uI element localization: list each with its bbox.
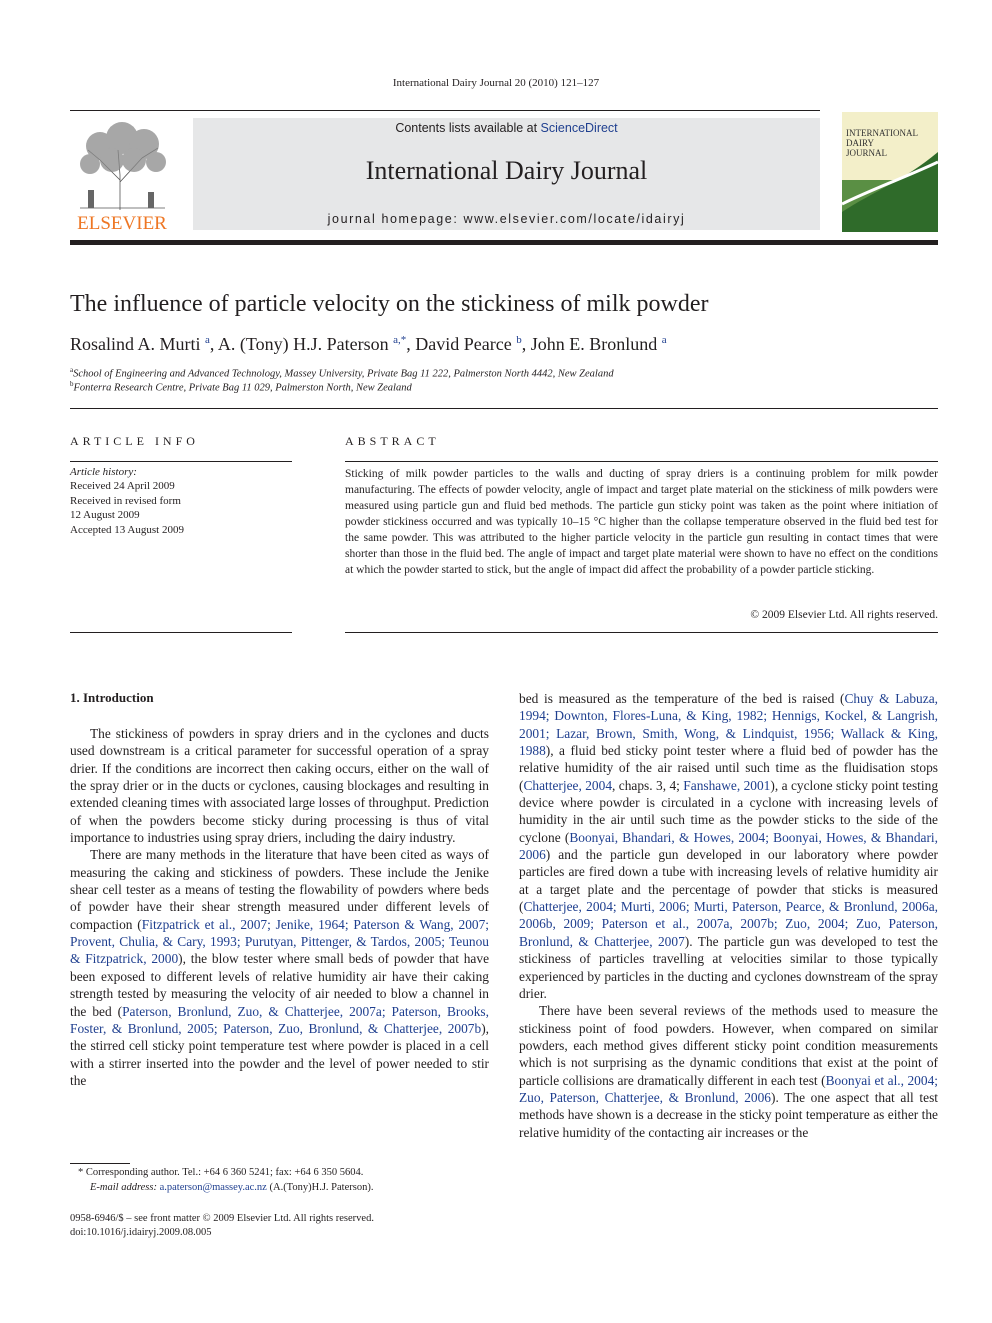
elsevier-tree-icon [70,120,174,232]
affiliation-a-mark: a [70,366,74,374]
body-paragraph [519,1002,938,1141]
affiliation-b-text: Fonterra Research Centre, Private Bag 11 029, Palmerston North, New Zealand [73,382,412,394]
author-list [70,334,938,355]
body-text: ), a fluid bed sticky point tester where a fluid bed of powder has the relative humidity of the air raised until such time as the fluidisation stops ( [519,743,938,793]
doi-link[interactable]: doi:10.1016/j.idairyj.2009.08.005 [70,1227,212,1238]
cover-title: INTERNATIONAL DAIRY JOURNAL [846,128,918,158]
body-text: , chaps. 3, 4; [612,777,684,793]
author-separator: , [209,334,218,354]
header-rule [70,110,820,111]
journal-citation: International Dairy Journal 20 (2010) 121–127 [392,77,600,89]
author-1[interactable]: Rosalind A. Murti [70,334,201,354]
body-paragraph [519,690,938,1002]
reference-link[interactable]: Paterson, Bronlund, Zuo, & Chatterjee, 2007a; Paterson, Brooks, Foster, & Bronlund, 2005; Paterson, Zuo, Bronlund, & Chatterjee, 2007b [70,1003,489,1036]
title-block-rule [70,408,938,409]
affiliation-b-mark: b [70,380,74,388]
body-text: ), the blow tester where small beds of powder that have been exposed to different levels of relative humidity air have their caking strength tested by measuring the velocity of air needed to blow a channel in the bed ( [70,951,490,1019]
article-info-bottom-rule [70,632,292,633]
body-column-right [519,690,938,1141]
body-text: bed is measured as the temperature of the bed is raised ( [519,691,845,706]
corresponding-author-footnote [70,1165,498,1180]
footnote-mark: * [78,1167,84,1178]
affiliation-a-text: School of Engineering and Advanced Technology, Massey University, Private Bag 11 222, Palmerston North 4442, New Zealand [73,368,614,380]
author-2[interactable]: A. (Tony) H.J. Paterson [217,334,389,354]
header-thick-rule [70,240,938,245]
journal-banner [193,118,820,230]
history-accepted: Accepted 13 August 2009 [70,524,184,536]
affiliation-a [70,366,938,380]
sciencedirect-link[interactable]: ScienceDirect [540,121,618,135]
article-info-rule [70,461,292,462]
issn-line: 0958-6946/$ – see front matter © 2009 Elsevier Ltd. All rights reserved. [70,1213,374,1224]
author-2-affil[interactable]: a,* [393,334,407,346]
body-text: ), the stirred cell sticky point temperature test where powder is placed in a cell with a stirrer inserted into the powder and the level of power needed to stir the [70,1020,489,1088]
reference-link[interactable]: Fanshawe, 2001 [683,777,771,793]
article-title: The influence of particle velocity on the stickiness of milk powder [70,291,709,317]
contents-prefix: Contents lists available at [395,121,541,135]
body-column-left [70,725,489,1089]
abstract-copyright: © 2009 Elsevier Ltd. All rights reserved. [750,609,938,621]
footnote-rule [70,1163,130,1164]
reference-link[interactable]: Boonyai, Bhandari, & Howes, 2004; Boonyai, Howes, & Bhandari, 2006 [519,829,938,863]
email-link[interactable]: a.paterson@massey.ac.nz [159,1182,267,1193]
history-label: Article history: [70,466,137,478]
body-text: ), a cyclone sticky point testing device where powder is circulated in a cyclone with increasing levels of humidity in the air until such time as the powder sticks to the side of the cyclone ( [519,777,939,845]
abstract-text: Sticking of milk powder particles to the walls and ducting of spray driers is a continuing problem for milk powder manufacturing. The effects of powder velocity, angle of impact and target plate material on the stickiness of milk powders were measured using particle gun and fluid bed methods. The particle gun sticky point was taken as the point where initiation of powder stickiness occurred and was typically 10–15 °C higher than the collapse temperature observed in the fluid bed test for the same powder. This was attributed to the higher particle velocity in the particle gun resulting in contact times that were shorter than those in the fluid bed. The angle of impact and target plate material were shown to have no effect on the conditions at which the powder started to stick, but the angle of impact did affect the probability of a powder particle sticking. [345,468,938,576]
body-text: ). The particle gun was developed to test the stickiness of particles travelling at velocities similar to those typically experienced by particles in the ducting and cyclones downstream of the spray drier. [519,933,939,1001]
body-paragraph [70,725,489,846]
author-separator: , [521,334,531,354]
abstract-rule [345,461,938,462]
article-info-heading: ARTICLE INFO [70,434,199,448]
history-revised: Received in revised form [70,495,181,507]
author-separator: , [406,334,416,354]
author-3[interactable]: David Pearce [415,334,512,354]
journal-homepage-link[interactable]: journal homepage: www.elsevier.com/locate/idairyj [327,212,686,226]
author-4[interactable]: John E. Bronlund [530,334,658,354]
abstract-heading: ABSTRACT [345,434,440,448]
author-1-affil[interactable]: a [205,334,210,346]
elsevier-wordmark: ELSEVIER [77,213,167,232]
history-revised-date: 12 August 2009 [70,509,140,521]
email-label: E-mail address: [90,1182,160,1193]
journal-cover[interactable] [842,112,938,232]
body-text: The stickiness of powders in spray driers and in the cyclones and ducts used downstream is a critical parameter for successful operation of a spray drier. If the conditions are incorrect then caking occurs, either on the wall of the spray drier or in the ducts or cyclones, causing blockages and resulting in extended cleaning times with associated large losses of throughput. Prediction of when the powders become sticky during processing is thus of vital importance to industries using spray driers, including the dairy industry. [70,726,489,846]
contents-line [193,121,820,135]
reference-link[interactable]: Chuy & Labuza, 1994; Downton, Flores-Luna, & King, 1982; Hennigs, Kockel, & Langrish, 2001; Lazar, Brown, Smith, Wong, & Lindquist, 1956; Wallack & King, 1988 [519,691,938,759]
introduction-heading: 1. Introduction [70,690,154,705]
reference-link[interactable]: Boonyai et al., 2004; Zuo, Paterson, Chatterjee, & Bronlund, 2006 [519,1072,938,1105]
body-text: ). The one aspect that all test methods have shown is a decrease in the sticky point temperature as either the relative humidity of the contacting air increases or the [519,1089,938,1140]
corresponding-author-text: Corresponding author. Tel.: +64 6 360 5241; fax: +64 6 350 5604. [85,1167,364,1178]
body-text: There are many methods in the literature that have been cited as ways of measuring the caking and stickiness of powders. These include the Jenike shear cell tester as a means of testing the flowability of powders where beds of powder have their shear strength measured under different levels of compaction ( [70,847,489,932]
body-text: ) and the particle gun developed in our laboratory where powder particles are fired down a tube with increasing levels of relative humidity air at a target plate and the percentage of powder that sticks is measured ( [519,847,938,915]
email-footnote [70,1180,510,1195]
journal-title: International Dairy Journal [365,156,648,185]
history-received: Received 24 April 2009 [70,480,175,492]
email-suffix: (A.(Tony)H.J. Paterson). [266,1182,374,1193]
reference-link[interactable]: Fitzpatrick et al., 2007; Jenike, 1964; Paterson & Wang, 2007; Provent, Chulia, & Cary, 1993; Purutyan, Pittenger, & Tardos, 2005; Teunou & Fitzpatrick, 2000 [70,916,489,967]
body-text: There have been several reviews of the methods used to measure the stickiness point of food powders. However, when compared on similar powders, each method gives different sticky point condition measurements which is not surprising as the dynamic conditions that exist at the point of particle collisions are dramatically different in each test ( [519,1003,938,1088]
body-paragraph [70,846,489,1089]
affiliation-b [70,380,938,394]
reference-link[interactable]: Chatterjee, 2004 [523,777,613,793]
reference-link[interactable]: Chatterjee, 2004; Murti, 2006; Murti, Paterson, Pearce, & Bronlund, 2006a, 2006b, 2009; Paterson et al., 2007a, 2007b; Zuo, 2004; Zuo, Paterson, Bronlund, & Chatterjee, 2007 [519,899,938,949]
elsevier-logo[interactable] [70,120,174,232]
abstract-bottom-rule [345,632,938,633]
author-4-affil[interactable]: a [661,334,667,346]
author-3-affil[interactable]: b [516,334,522,346]
